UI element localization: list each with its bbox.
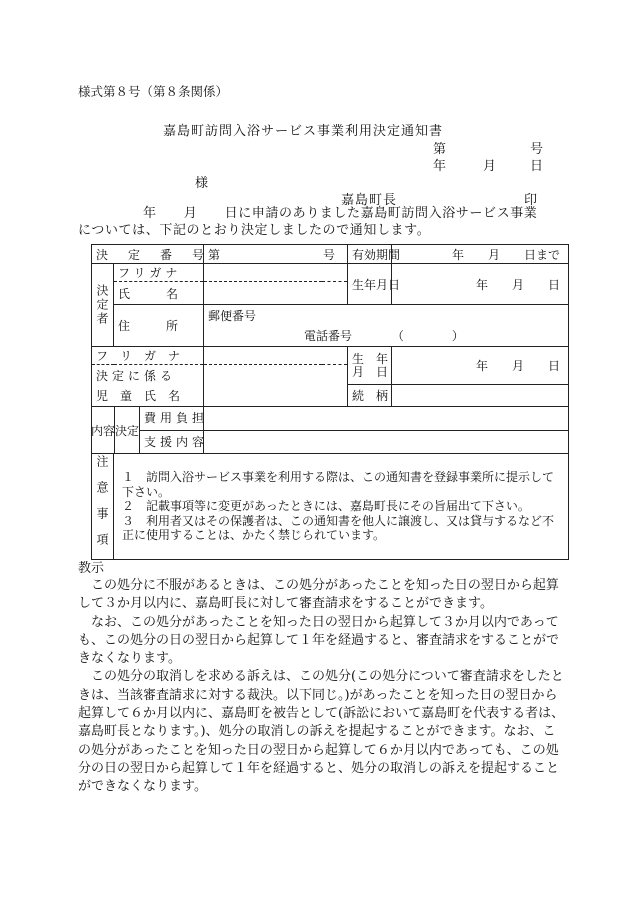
name-field <box>204 282 348 305</box>
phone-line <box>208 327 564 344</box>
instruction-body <box>78 577 568 797</box>
support-field <box>204 430 569 454</box>
decision-number-prefix: 第 <box>208 247 221 262</box>
seal-mark: 印 <box>524 193 538 208</box>
phone-label: 電話番号 <box>304 329 353 343</box>
document-title: 嘉島町訪問入浴サービス事業利用決定通知書 <box>163 124 444 139</box>
note-1: １ 訪問入浴サービス事業を利用する際は、この通知書を登録事業所に提示して下さい。 <box>122 470 555 499</box>
child-birthdate-label <box>348 347 392 385</box>
issuer-name: 嘉島町長 <box>341 193 398 208</box>
phone-parens: （ ） <box>391 329 464 343</box>
furigana-label: フリガナ <box>114 264 204 282</box>
birthdate-value: 年 月 日 <box>392 264 569 305</box>
decision-table <box>91 244 569 560</box>
address-label: 住 所 <box>114 305 204 347</box>
content-label-cell <box>91 407 209 454</box>
instruction-paragraph-1: この処分に不服があるときは、この処分があったことを知った日の翌日から起算して３か月以内に、嘉島町長に対して審査請求をすることができます。 <box>78 578 559 612</box>
child-furigana-label: フ リ ガ ナ <box>92 347 204 365</box>
doc-number-prefix: 第 <box>433 142 447 157</box>
addressee-suffix: 様 <box>195 176 209 191</box>
child-birthdate-value: 年 月 日 <box>392 347 569 385</box>
content-label-col: 内容 <box>92 407 115 453</box>
child-birth-label-top: 生 年 <box>352 351 389 366</box>
instruction-heading: 教示 <box>78 561 105 576</box>
intro-line-2: については、下記のとおり決定しましたので通知します。 <box>78 223 431 238</box>
notes-label: 注意事項 <box>92 454 114 560</box>
note-3: ３ 利用者又はその保護者は、この通知書を他人に譲渡し、又は貸与するなど不正に使用することは、かたく禁じられています。 <box>122 513 555 543</box>
form-number: 様式第８号（第８条関係） <box>78 84 229 99</box>
name-label: 氏 名 <box>114 282 204 305</box>
decision-number-suffix: 号 <box>323 247 336 262</box>
decision-number-field <box>204 245 348 264</box>
notes-cell <box>114 454 569 560</box>
cost-label: 費用負担 <box>140 407 208 431</box>
child-name-field <box>204 365 348 407</box>
child-furigana-field <box>204 347 348 365</box>
support-label: 支援内容 <box>144 435 209 449</box>
relation-field <box>392 385 569 407</box>
decision-number-label: 決 定 番 号 <box>92 245 204 264</box>
instruction-paragraph-2: なお、この処分があったことを知った日の翌日から起算して３か月以内であっても、この処分の日の翌日から起算して１年を経過すると、審査請求をすることができなくなります。 <box>78 614 560 667</box>
validity-value: 年 月 日まで <box>392 245 569 264</box>
note-2: ２ 記載事項等に変更があったときには、嘉島町長にその旨届出て下さい。 <box>122 499 530 514</box>
date-day: 日 <box>530 159 544 174</box>
child-name-label <box>92 365 204 407</box>
postal-label: 郵便番号 <box>208 309 257 323</box>
furigana-field <box>204 264 348 282</box>
relation-label: 続 柄 <box>348 385 392 407</box>
address-field <box>204 305 569 347</box>
date-year: 年 <box>433 159 447 174</box>
birthdate-label: 生年月日 <box>348 264 392 305</box>
child-label-top: 決定に係る <box>96 368 177 383</box>
intro-line-1: 年 月 日に申請のありました嘉島町訪問入浴サービス事業 <box>143 206 538 221</box>
instruction-paragraph-3: この処分の取消しを求める訴えは、この処分(この処分について審査請求をしたときは、当該審査請求に対する裁決。以下同じ。)があったことを知った日の翌日から起算して６か月以内に、嘉島町を被告として(訴訟において嘉島町を代表する者は、嘉島町長となります。)、処分の取消しの訴えを提起することができます。なお、この処分があったことを知った日の翌日から起算して６か月以内であっても、この処分の日の翌日から起算して１年を経過すると、処分の取消しの訴えを提起することができなくなります。 <box>78 669 565 795</box>
decider-label: 決定者 <box>92 264 114 347</box>
decision-label-col: 決定 <box>115 407 140 453</box>
doc-number-suffix: 号 <box>530 142 544 157</box>
child-label-bottom: 児 童 氏 名 <box>96 388 181 403</box>
date-month: 月 <box>483 159 497 174</box>
child-birth-label-bottom: 月 日 <box>352 364 389 379</box>
cost-field <box>204 407 569 431</box>
validity-label: 有効期間 <box>348 245 392 264</box>
